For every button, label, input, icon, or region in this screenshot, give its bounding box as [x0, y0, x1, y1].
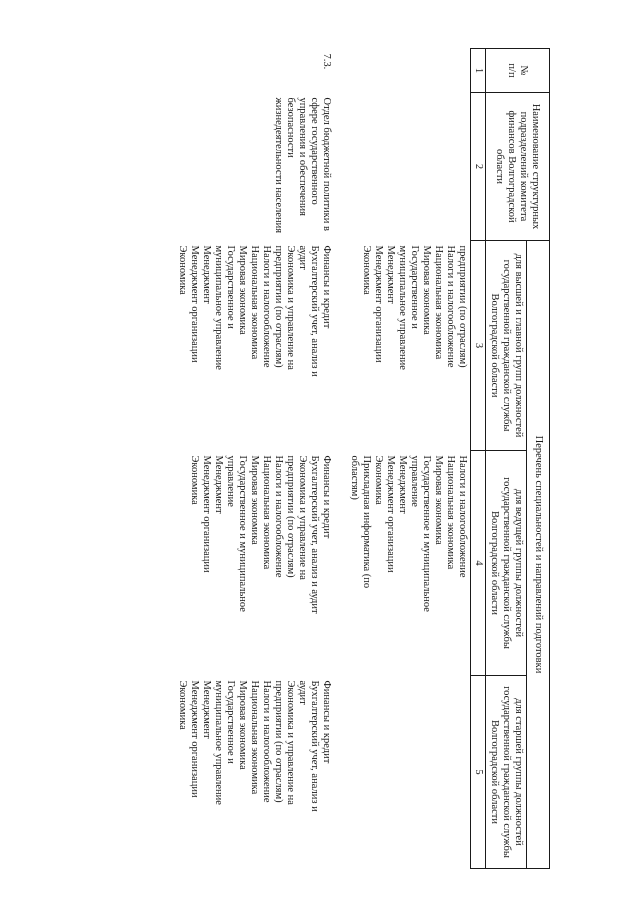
- row-name: [174, 93, 346, 241]
- cell-line: аудит: [297, 680, 308, 705]
- cell-line: управление: [225, 455, 236, 507]
- cell-line: Бухгалтерский учет, анализ и: [309, 680, 320, 812]
- cell-line: управление: [409, 455, 420, 507]
- column-number: 3: [471, 241, 486, 451]
- cell-line: жизнедеятельности населения: [273, 97, 284, 234]
- header-num: № п/п: [486, 49, 550, 93]
- cell-line: Менеджмент организации: [189, 245, 200, 363]
- cell-line: Финансы и кредит: [321, 245, 332, 329]
- cell-line: Бухгалтерский учет, анализ и: [309, 245, 320, 377]
- cell-line: Экономика и управление на: [285, 680, 296, 805]
- cell-line: Налоги и налогообложение: [261, 245, 272, 368]
- cell-line: Бухгалтерский учет, анализ и аудит: [309, 455, 320, 614]
- cell-line: Национальная экономика: [249, 680, 260, 795]
- cell-line: муниципальное управление: [397, 245, 408, 370]
- cell-line: безопасности: [285, 97, 296, 158]
- cell-line: Государственное и: [409, 245, 420, 329]
- row-col4: [174, 451, 346, 676]
- cell-line: Налоги и налогообложение: [445, 245, 456, 368]
- cell-line: Национальная экономика: [445, 455, 456, 570]
- cell-line: Мировая экономика: [433, 455, 444, 545]
- cell-line: муниципальное управление: [213, 680, 224, 805]
- cell-line: муниципальное управление: [213, 245, 224, 370]
- cell-line: Налоги и налогообложение: [261, 680, 272, 803]
- cell-line: Мировая экономика: [237, 680, 248, 770]
- cell-line: Экономика: [189, 455, 200, 505]
- cell-line: сфере государственного: [309, 97, 320, 205]
- cell-line: Менеджмент: [213, 455, 224, 514]
- cell-line: Экономика: [177, 245, 188, 295]
- row-num: 7.3.: [321, 53, 332, 70]
- cell-line: предприятии (по отраслям): [273, 245, 284, 368]
- column-number: 4: [471, 451, 486, 676]
- cell-line: Национальная экономика: [433, 245, 444, 360]
- cell-line: управления и обеспечения: [297, 97, 308, 216]
- cell-line: Финансы и кредит: [321, 680, 332, 764]
- cell-line: Менеджмент организации: [373, 245, 384, 363]
- header-col4: для ведущей группы должностей государственной гражданской службы Волгоградской области: [486, 451, 527, 676]
- cell-line: Экономика и управление на: [297, 455, 308, 580]
- cell-line: Национальная экономика: [249, 245, 260, 360]
- cell-line: Менеджмент: [201, 245, 212, 304]
- specialties-table: [174, 48, 550, 869]
- continuation-row: [346, 49, 471, 869]
- rotated-page: [58, 48, 550, 868]
- cell-line: Государственное и: [225, 680, 236, 764]
- cell-line: Мировая экономика: [237, 245, 248, 335]
- header-name: Наименование структурных подразделений комитета финансов Волгоградской области: [486, 93, 550, 241]
- cont-col4: [346, 451, 471, 676]
- cont-col5: [346, 676, 471, 869]
- cont-name: [346, 93, 471, 241]
- cell-line: Отдел бюджетной политики в: [321, 97, 332, 231]
- cell-line: Менеджмент организации: [201, 455, 212, 573]
- column-number: 5: [471, 676, 486, 869]
- cell-line: Государственное и: [225, 245, 236, 329]
- column-number: 2: [471, 93, 486, 241]
- cell-line: Экономика: [177, 680, 188, 730]
- row-col5: [174, 676, 346, 869]
- cell-line: Мировая экономика: [249, 455, 260, 545]
- cell-line: Государственное и муниципальное: [237, 455, 248, 612]
- cell-line: Национальная экономика: [261, 455, 272, 570]
- cont-num: [346, 49, 471, 93]
- cell-line: Менеджмент: [201, 680, 212, 739]
- column-number: 1: [471, 49, 486, 93]
- cell-line: предприятии (по отраслям): [457, 245, 468, 368]
- cell-line: Менеджмент: [397, 455, 408, 514]
- cell-line: областям): [349, 455, 360, 500]
- header-group-title: Перечень специальностей и направлений подготовки: [527, 241, 550, 869]
- cell-line: Менеджмент: [385, 245, 396, 304]
- table-row: [174, 49, 346, 869]
- header-col3: для высшей и главной групп должностей государственной гражданской службы Волгоградской области: [486, 241, 527, 451]
- cell-line: Менеджмент организации: [385, 455, 396, 573]
- row-col3: [174, 241, 346, 451]
- cell-line: предприятии (по отраслям): [285, 455, 296, 578]
- cell-line: предприятии (по отраслям): [273, 680, 284, 803]
- header-col5: для старшей группы должностей государственной гражданской службы Волгоградской области: [486, 676, 527, 869]
- cell-line: Экономика: [373, 455, 384, 505]
- cell-line: аудит: [297, 245, 308, 270]
- cell-line: Прикладная информатика (по: [361, 455, 372, 589]
- cell-line: Финансы и кредит: [321, 455, 332, 539]
- cell-line: Налоги и налогообложение: [457, 455, 468, 578]
- cont-col3: [346, 241, 471, 451]
- cell-line: Экономика: [361, 245, 372, 295]
- cell-line: Менеджмент организации: [189, 680, 200, 798]
- cell-line: Государственное и муниципальное: [421, 455, 432, 612]
- cell-line: Налоги и налогообложение: [273, 455, 284, 578]
- cell-line: Экономика и управление на: [285, 245, 296, 370]
- column-number-row: [471, 49, 486, 869]
- cell-line: Мировая экономика: [421, 245, 432, 335]
